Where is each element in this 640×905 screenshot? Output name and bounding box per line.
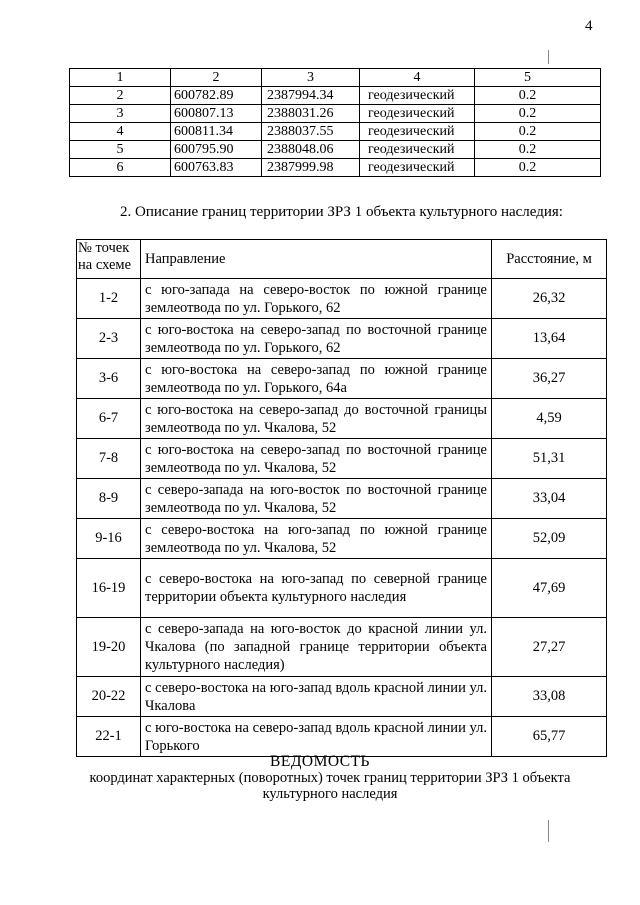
points-cell: 19-20 bbox=[77, 618, 141, 677]
direction-cell: с северо-запада на юго-восток до красной линии ул. Чкалова (по западной границе территории объекта культурного наследия) bbox=[141, 618, 492, 677]
coordinates-table-header bbox=[70, 69, 601, 87]
distance-cell: 4,59 bbox=[492, 399, 607, 439]
point-number-cell: 3 bbox=[70, 105, 171, 123]
distance-cell: 13,64 bbox=[492, 319, 607, 359]
y-coordinate-cell: 2388048.06 bbox=[262, 141, 360, 159]
header-cell: 5 bbox=[475, 69, 601, 87]
points-cell: 8-9 bbox=[77, 479, 141, 519]
distance-cell: 36,27 bbox=[492, 359, 607, 399]
table-row bbox=[77, 439, 607, 479]
points-cell: 2-3 bbox=[77, 319, 141, 359]
direction-cell: с северо-запада на юго-восток по восточной границе землеотвода по ул. Чкалова, 52 bbox=[141, 479, 492, 519]
point-number-cell: 2 bbox=[70, 87, 171, 105]
table-row bbox=[77, 479, 607, 519]
distance-cell: 33,04 bbox=[492, 479, 607, 519]
point-number-cell: 6 bbox=[70, 159, 171, 177]
point-number-cell: 5 bbox=[70, 141, 171, 159]
points-cell: 1-2 bbox=[77, 279, 141, 319]
points-cell: 20-22 bbox=[77, 677, 141, 717]
x-coordinate-cell: 600811.34 bbox=[171, 123, 262, 141]
accuracy-cell: 0.2 bbox=[475, 159, 601, 177]
table-row bbox=[70, 105, 601, 123]
table-row bbox=[70, 123, 601, 141]
distance-cell: 65,77 bbox=[492, 717, 607, 757]
method-cell: геодезический bbox=[360, 141, 475, 159]
distance-cell: 51,31 bbox=[492, 439, 607, 479]
direction-cell: с юго-востока на северо-запад по восточной границе землеотвода по ул. Чкалова, 52 bbox=[141, 439, 492, 479]
header-cell: 1 bbox=[70, 69, 171, 87]
points-cell: 16-19 bbox=[77, 559, 141, 618]
direction-header: Направление bbox=[141, 240, 492, 279]
accuracy-cell: 0.2 bbox=[475, 141, 601, 159]
point-number-cell: 4 bbox=[70, 123, 171, 141]
boundary-description-table bbox=[76, 239, 607, 757]
table-row bbox=[77, 618, 607, 677]
x-coordinate-cell: 600795.90 bbox=[171, 141, 262, 159]
scan-artifact bbox=[548, 820, 549, 842]
boundary-table-header bbox=[77, 240, 607, 279]
y-coordinate-cell: 2388031.26 bbox=[262, 105, 360, 123]
table-row bbox=[70, 141, 601, 159]
direction-cell: с юго-востока на северо-запад до восточной границы землеотвода по ул. Чкалова, 52 bbox=[141, 399, 492, 439]
table-row bbox=[70, 159, 601, 177]
points-cell: 9-16 bbox=[77, 519, 141, 559]
points-cell: 6-7 bbox=[77, 399, 141, 439]
header-cell: 4 bbox=[360, 69, 475, 87]
y-coordinate-cell: 2387994.34 bbox=[262, 87, 360, 105]
points-cell: 7-8 bbox=[77, 439, 141, 479]
distance-cell: 26,32 bbox=[492, 279, 607, 319]
y-coordinate-cell: 2388037.55 bbox=[262, 123, 360, 141]
direction-cell: с юго-запада на северо-восток по южной границе землеотвода по ул. Горького, 62 bbox=[141, 279, 492, 319]
x-coordinate-cell: 600763.83 bbox=[171, 159, 262, 177]
table-row bbox=[77, 717, 607, 757]
direction-cell: с северо-востока на юго-запад вдоль красной линии ул. Чкалова bbox=[141, 677, 492, 717]
method-cell: геодезический bbox=[360, 159, 475, 177]
table-row bbox=[77, 559, 607, 618]
points-cell: 3-6 bbox=[77, 359, 141, 399]
accuracy-cell: 0.2 bbox=[475, 87, 601, 105]
method-cell: геодезический bbox=[360, 87, 475, 105]
table-row bbox=[77, 319, 607, 359]
table-row bbox=[77, 279, 607, 319]
table-row bbox=[70, 87, 601, 105]
distance-header: Расстояние, м bbox=[492, 240, 607, 279]
method-cell: геодезический bbox=[360, 105, 475, 123]
table-row bbox=[77, 677, 607, 717]
points-cell: 22-1 bbox=[77, 717, 141, 757]
distance-cell: 52,09 bbox=[492, 519, 607, 559]
x-coordinate-cell: 600807.13 bbox=[171, 105, 262, 123]
direction-cell: с юго-востока на северо-запад по южной границе землеотвода по ул. Горького, 64а bbox=[141, 359, 492, 399]
distance-cell: 27,27 bbox=[492, 618, 607, 677]
direction-cell: с юго-востока на северо-запад вдоль красной линии ул. Горького bbox=[141, 717, 492, 757]
points-header: № точек на схеме bbox=[77, 240, 141, 279]
section-heading: 2. Описание границ территории ЗРЗ 1 объекта культурного наследия: bbox=[120, 204, 563, 220]
table-row bbox=[77, 519, 607, 559]
distance-cell: 33,08 bbox=[492, 677, 607, 717]
coordinates-table bbox=[69, 68, 601, 177]
accuracy-cell: 0.2 bbox=[475, 105, 601, 123]
header-cell: 3 bbox=[262, 69, 360, 87]
statement-subtitle: координат характерных (поворотных) точек границ территории ЗРЗ 1 объекта культурного наследия bbox=[89, 770, 571, 802]
y-coordinate-cell: 2387999.98 bbox=[262, 159, 360, 177]
direction-cell: с северо-востока на юго-запад по северной границе территории объекта культурного наследия bbox=[141, 559, 492, 618]
scan-artifact bbox=[548, 50, 549, 64]
direction-cell: с северо-востока на юго-запад по южной границе землеотвода по ул. Чкалова, 52 bbox=[141, 519, 492, 559]
accuracy-cell: 0.2 bbox=[475, 123, 601, 141]
x-coordinate-cell: 600782.89 bbox=[171, 87, 262, 105]
distance-cell: 47,69 bbox=[492, 559, 607, 618]
method-cell: геодезический bbox=[360, 123, 475, 141]
page-number: 4 bbox=[585, 18, 593, 34]
table-row bbox=[77, 399, 607, 439]
statement-title: ВЕДОМОСТЬ bbox=[270, 753, 370, 770]
direction-cell: с юго-востока на северо-запад по восточной границе землеотвода по ул. Горького, 62 bbox=[141, 319, 492, 359]
header-cell: 2 bbox=[171, 69, 262, 87]
table-row bbox=[77, 359, 607, 399]
